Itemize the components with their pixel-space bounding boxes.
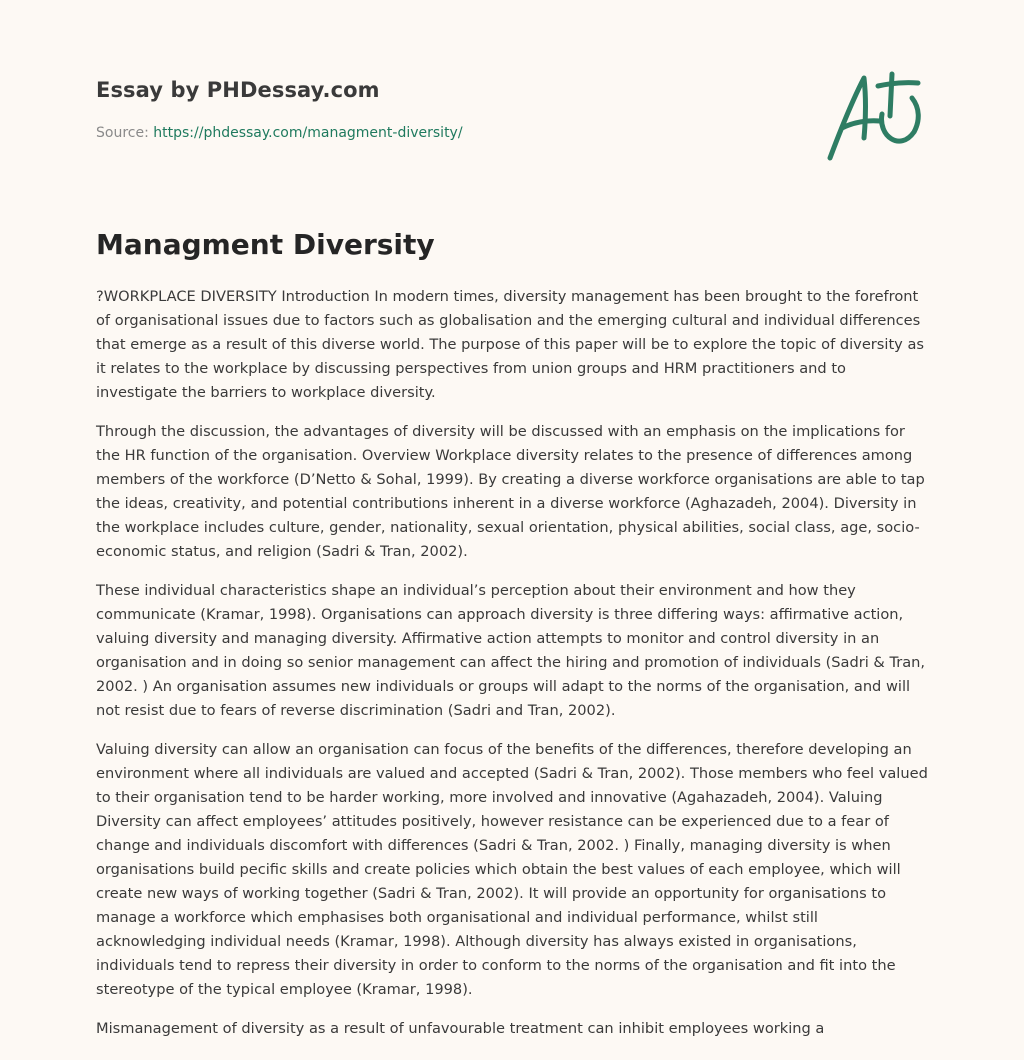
article-title: Managment Diversity (96, 228, 435, 261)
source-label: Source: (96, 125, 149, 141)
source-link[interactable]: https://phdessay.com/managment-diversity/ (153, 125, 463, 141)
a-plus-logo-icon (820, 66, 932, 166)
paragraph: These individual characteristics shape an individual’s perception about their environment and how they communicate (Kramar, 1998). Organisations can approach diversity is three differing ways: affirmative action, valuing diversity and managing diversity. Affirmative action attempts to monitor and control diversity in an organisation and in doing so senior management can affect the hiring and promotion of individuals (Sadri & Tran, 2002. ) An organisation assumes new individuals or groups will adapt to the norms of the organisation, and will not resist due to fears of reverse discrimination (Sadri and Tran, 2002). (96, 582, 926, 719)
paragraph: Valuing diversity can allow an organisation can focus of the benefits of the differences, therefore developing an environment where all individuals are valued and accepted (Sadri & Tran, 2002). Those members who feel valued to their organisation tend to be harder working, more involved and innovative (Agahazadeh, 2004). Valuing Diversity can affect employees’ attitudes positively, however resistance can be experienced due to a fear of change and individuals discomfort with differences (Sadri & Tran, 2002. ) Finally, managing diversity is when organisations build pecific skills and create policies which obtain the best values of each employee, which will create new ways of working together (Sadri & Tran, 2002). It will provide an opportunity for organisations to manage a workforce which emphasises both organisational and individual performance, whilst still acknowledging individual needs (Kramar, 1998). Although diversity has always existed in organisations, individuals tend to repress their diversity in order to conform to the norms of the organisation and fit into the stereotype of the typical employee (Kramar, 1998). (96, 741, 928, 998)
paragraph: ?WORKPLACE DIVERSITY Introduction In modern times, diversity management has been brought to the forefront of organisational issues due to factors such as globalisation and the emerging cultural and individual differences that emerge as a result of this diverse world. The purpose of this paper will be to explore the topic of diversity as it relates to the workplace by discussing perspectives from union groups and HRM practitioners and to investigate the barriers to workplace diversity. (96, 288, 924, 401)
paragraph: Mismanagement of diversity as a result of unfavourable treatment can inhibit employees working a (96, 1020, 825, 1037)
essay-page (96, 0, 928, 1037)
article-body (96, 285, 928, 1056)
source-line (96, 124, 463, 142)
page-header (96, 0, 928, 190)
site-brand: Essay by PHDessay.com (96, 78, 380, 102)
paragraph: Through the discussion, the advantages of diversity will be discussed with an emphasis on the implications for the HR function of the organisation. Overview Workplace diversity relates to the presence of differences among members of the workforce (D’Netto & Sohal, 1999). By creating a diverse workforce organisations are able to tap the ideas, creativity, and potential contributions inherent in a diverse workforce (Aghazadeh, 2004). Diversity in the workplace includes culture, gender, nationality, sexual orientation, physical abilities, social class, age, socio-economic status, and religion (Sadri & Tran, 2002). (96, 423, 925, 560)
